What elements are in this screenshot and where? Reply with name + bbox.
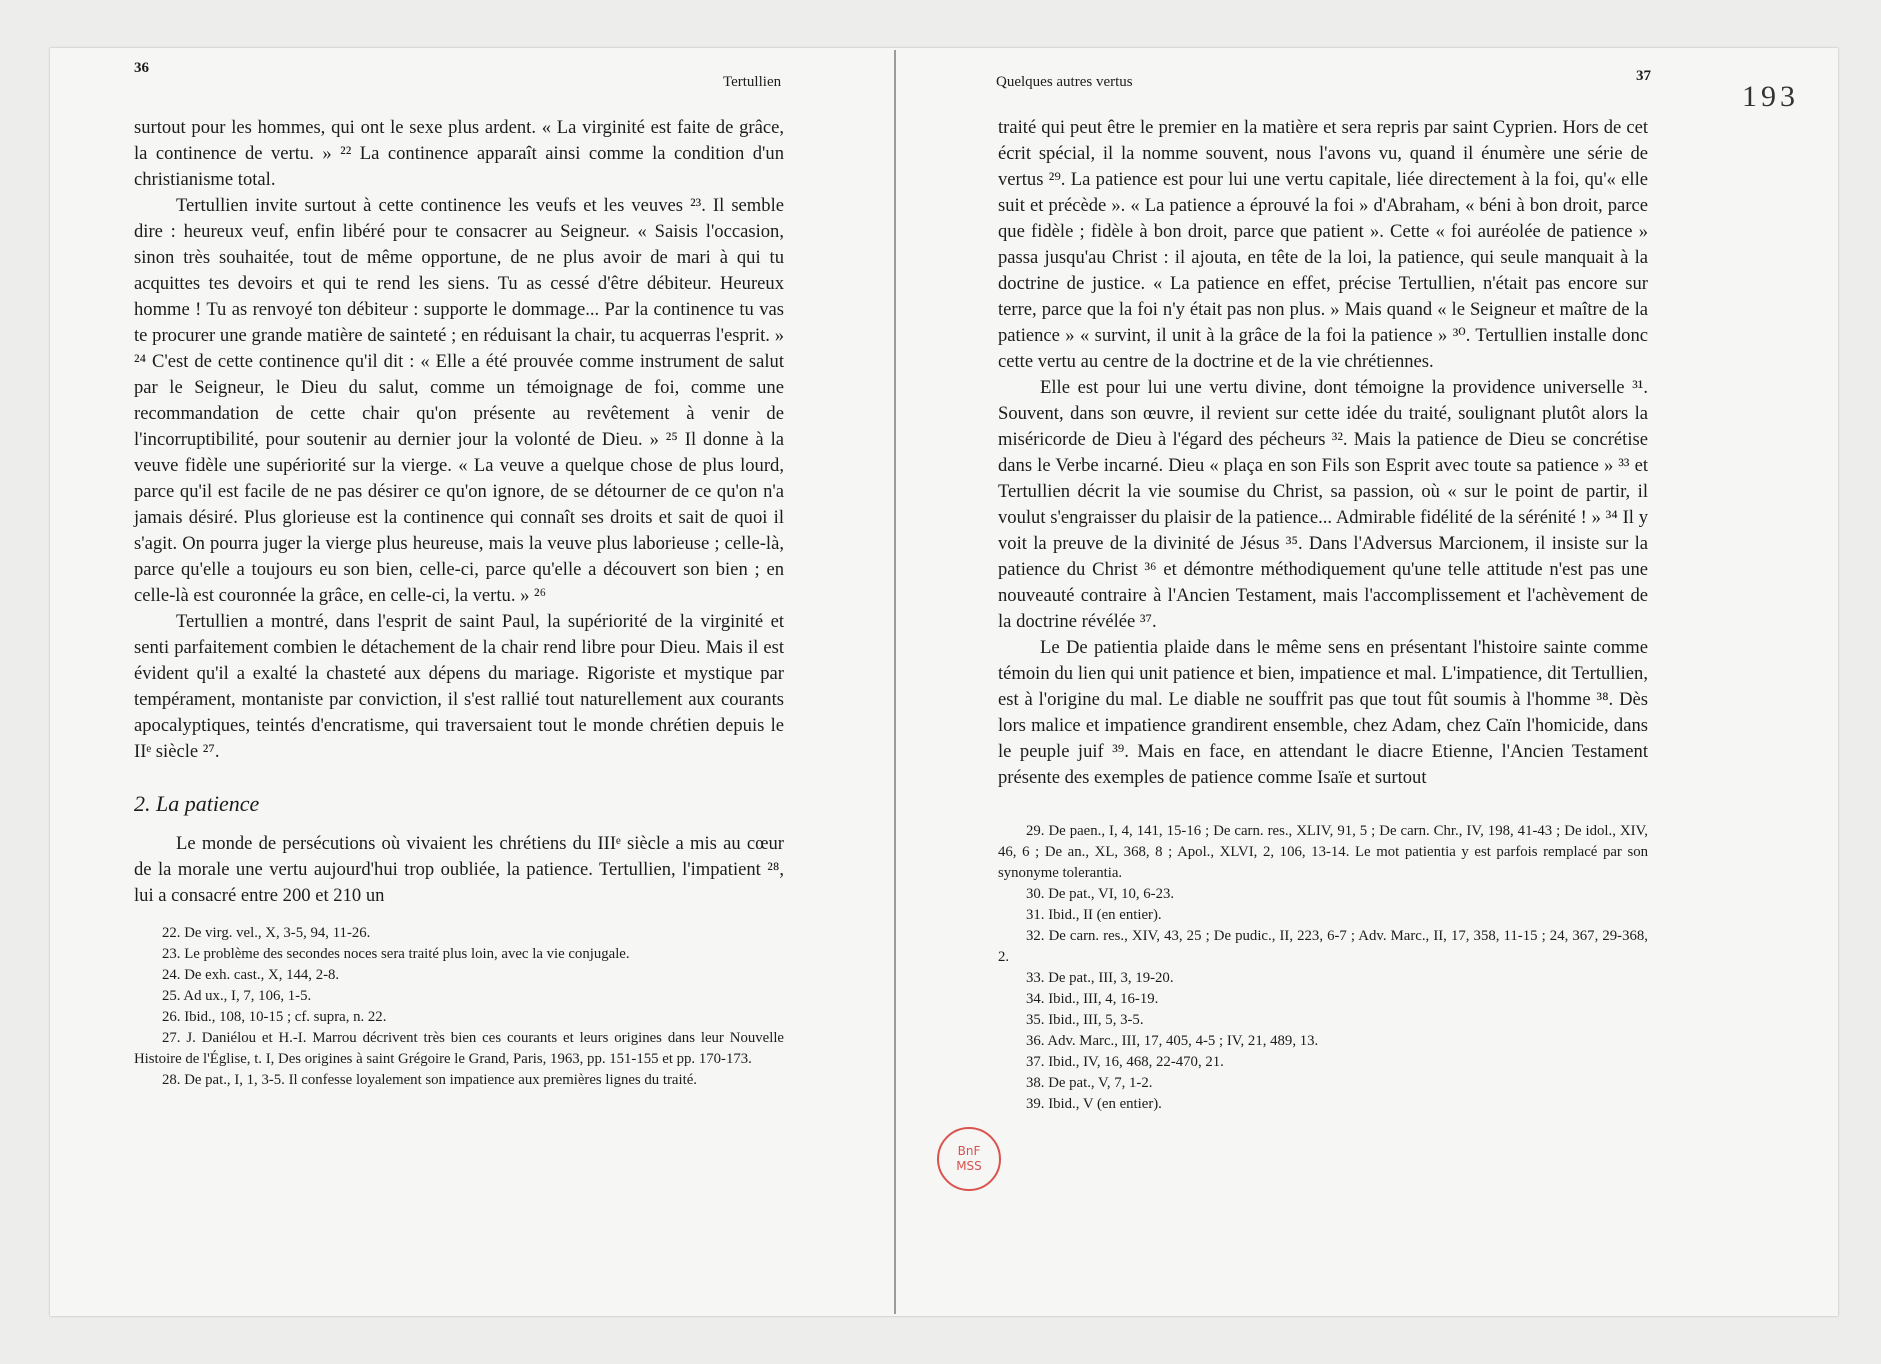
footnote: 23. Le problème des secondes noces sera traité plus loin, avec la vie conjugale. (162, 946, 630, 962)
left-paragraph-2: Tertullien invite surtout à cette continence les veufs et les veuves ²³. Il semble dire : heureux veuf, enfin libéré pour te consacrer au Seigneur. « Saisis l'occasion, sinon très souhaitée, tout de même opportune, de ne plus avoir de mari à qui tu acquittes tes devoirs et qui te rend les siens. Tu as cessé d'être débiteur. Heureux homme ! Tu as renvoyé ton débiteur : supporte le dommage... Par la continence tu vas te procurer une grande matière de sainteté ; en réduisant la chair, tu acquerras l'esprit. » ²⁴ C'est de cette continence qu'il dit : « Elle a été prouvée comme instrument de salut par le Seigneur, le Dieu du salut, comme un témoignage de foi, comme une recommandation de cette chair qu'on présente au revêtement à venir de l'incorruptibilité, pour soutenir au dernier jour la volonté de Dieu. » ²⁵ Il donne à la veuve fidèle une supériorité sur la vierge. « La veuve a quelque chose de plus lourd, parce qu'il est facile de ne pas désirer ce qu'on ignore, de se détourner de ce qu'on n'a jamais désiré. Plus glorieuse est la continence qui connaît ses droits et sait de quoi il s'agit. On pourra juger la vierge plus heureuse, mais la veuve plus laborieuse ; celle-là, parce qu'elle a toujours eu son bien, celle-ci, parce qu'elle a découvert son bien ; en celle-là est couronnée la grâce, en celle-ci, la vertu. » ²⁶ (134, 195, 784, 606)
footnote: 35. Ibid., III, 5, 3-5. (1026, 1012, 1144, 1028)
archive-number: 193 (1742, 80, 1799, 113)
footnote: 37. Ibid., IV, 16, 468, 22-470, 21. (1026, 1054, 1224, 1070)
footnote: 29. De paen., I, 4, 141, 15-16 ; De carn. res., XLIV, 91, 5 ; De carn. Chr., IV, 198, 41-43 ; De idol., XIV, 46, 6 ; De an., XL, 368, 8 ; Apol., XLVI, 2, 106, 13-14. Le mot patientia y est parfois remplacé par son synonyme tolerantia. (998, 823, 1648, 881)
left-footnotes (134, 923, 784, 1091)
left-page-number: 36 (134, 60, 149, 76)
right-paragraph-1: traité qui peut être le premier en la matière et sera repris par saint Cyprien. Hors de cet écrit spécial, il la nomme souvent, nous l'avons vu, quand il énumère une série de vertus ²⁹. La patience est pour lui une vertu capitale, liée directement à la foi, qu'« elle suit et précède ». « La patience a éprouvé la foi » d'Abraham, « béni à bon droit, parce que fidèle ; fidèle à bon droit, parce que patient ». Cette « foi auréolée de patience » passa jusqu'au Christ : il ajouta, en tête de la loi, la patience, qui seule manquait à la doctrine de justice. « La patience en effet, précise Tertullien, n'était pas encore sur terre, parce que la foi n'y était pas non plus. » Mais quand « le Seigneur et maître de la patience » « survint, il unit à la grâce de la foi la patience » ³⁰. Tertullien installe donc cette vertu au centre de la doctrine et de la vie chrétiennes. (998, 117, 1648, 372)
footnote: 38. De pat., V, 7, 1-2. (1026, 1075, 1153, 1091)
left-running-head: Tertullien (723, 74, 782, 90)
page-gutter (894, 50, 896, 1314)
footnote: 24. De exh. cast., X, 144, 2-8. (162, 967, 340, 983)
right-paragraph-2: Elle est pour lui une vertu divine, dont témoigne la providence universelle ³¹. Souvent, dans son œuvre, il revient sur cette idée du traité, soulignant plutôt alors la miséricorde de Dieu à l'égard des pécheurs ³². Mais la patience de Dieu se concrétise dans le Verbe incarné. Dieu « plaça en son Fils son Esprit avec toute sa patience » ³³ et Tertullien décrit la vie soumise du Christ, sa passion, où « sur le point de partir, il voulut s'engraisser du plaisir de la patience... Admirable fidélité de la sérénité ! » ³⁴ Il y voit la preuve de la divinité de Jésus ³⁵. Dans l'Adversus Marcionem, il insiste sur la patience du Christ ³⁶ et démontre méthodiquement qu'une telle attitude n'est pas une nouveauté contraire à l'Ancien Testament, mais l'accomplissement et l'achèvement de la doctrine révélée ³⁷. (998, 377, 1648, 632)
footnote: 31. Ibid., II (en entier). (1026, 907, 1162, 923)
footnote: 22. De virg. vel., X, 3-5, 94, 11-26. (162, 925, 371, 941)
right-paragraph-3: Le De patientia plaide dans le même sens en présentant l'histoire sainte comme témoin du lien qui unit patience et bien, impatience et mal. L'impatience, dit Tertullien, est à l'origine du mal. Le diable ne souffrit pas que tout fût soumis à l'homme ³⁸. Dès lors malice et impatience grandirent ensemble, chez Adam, chez Caïn l'homicide, dans le peuple juif ³⁹. Mais en face, en attendant le diacre Etienne, l'Ancien Testament présente des exemples de patience comme Isaïe et surtout (998, 637, 1648, 788)
library-stamp (937, 1127, 1001, 1191)
footnote: 28. De pat., I, 1, 3-5. Il confesse loyalement son impatience aux premières lignes du traité. (162, 1072, 697, 1088)
footnote: 32. De carn. res., XIV, 43, 25 ; De pudic., II, 223, 6-7 ; Adv. Marc., II, 17, 358, 11-15 ; 24, 367, 29-368, 2. (998, 928, 1648, 965)
right-running-head: Quelques autres vertus (996, 74, 1133, 90)
footnote: 34. Ibid., III, 4, 16-19. (1026, 991, 1159, 1007)
footnote: 25. Ad ux., I, 7, 106, 1-5. (162, 988, 312, 1004)
right-footnotes (998, 821, 1648, 1115)
left-paragraph-3: Tertullien a montré, dans l'esprit de saint Paul, la supériorité de la virginité et senti parfaitement combien le détachement de la chair rend libre pour Dieu. Mais il est évident qu'il a exalté la chasteté aux dépens du mariage. Rigoriste et mystique par tempérament, montaniste par conviction, il s'est rallié tout naturellement aux courants apocalyptiques, teintés d'encratisme, qui traversaient tout le monde chrétien depuis le IIᵉ siècle ²⁷. (134, 611, 784, 762)
right-page-body (998, 115, 1648, 1115)
left-page-body (134, 115, 784, 1091)
footnote: 27. J. Daniélou et H.-I. Marrou décrivent très bien ces courants et leurs origines dans leur Nouvelle Histoire de l'Église, t. I, Des origines à saint Grégoire le Grand, Paris, 1963, pp. 151-155 et pp. 170-173. (134, 1030, 784, 1067)
stamp-line-1: BnF (957, 1144, 981, 1158)
stamp-line-2: MSS (956, 1159, 982, 1173)
right-page-number: 37 (1636, 68, 1651, 84)
footnote: 33. De pat., III, 3, 19-20. (1026, 970, 1174, 986)
footnote: 39. Ibid., V (en entier). (1026, 1096, 1162, 1112)
left-paragraph-1: surtout pour les hommes, qui ont le sexe plus ardent. « La virginité est faite de grâce, la continence de vertu. » ²² La continence apparaît ainsi comme la condition d'un christianisme total. (134, 117, 784, 190)
footnote: 36. Adv. Marc., III, 17, 405, 4-5 ; IV, 21, 489, 13. (1026, 1033, 1319, 1049)
footnote: 30. De pat., VI, 10, 6-23. (1026, 886, 1175, 902)
left-paragraph-4: Le monde de persécutions où vivaient les chrétiens du IIIᵉ siècle a mis au cœur de la morale une vertu aujourd'hui trop oubliée, la patience. Tertullien, l'impatient ²⁸, lui a consacré entre 200 et 210 un (134, 833, 784, 906)
footnote: 26. Ibid., 108, 10-15 ; cf. supra, n. 22. (162, 1009, 387, 1025)
section-heading: 2. La patience (134, 791, 260, 816)
